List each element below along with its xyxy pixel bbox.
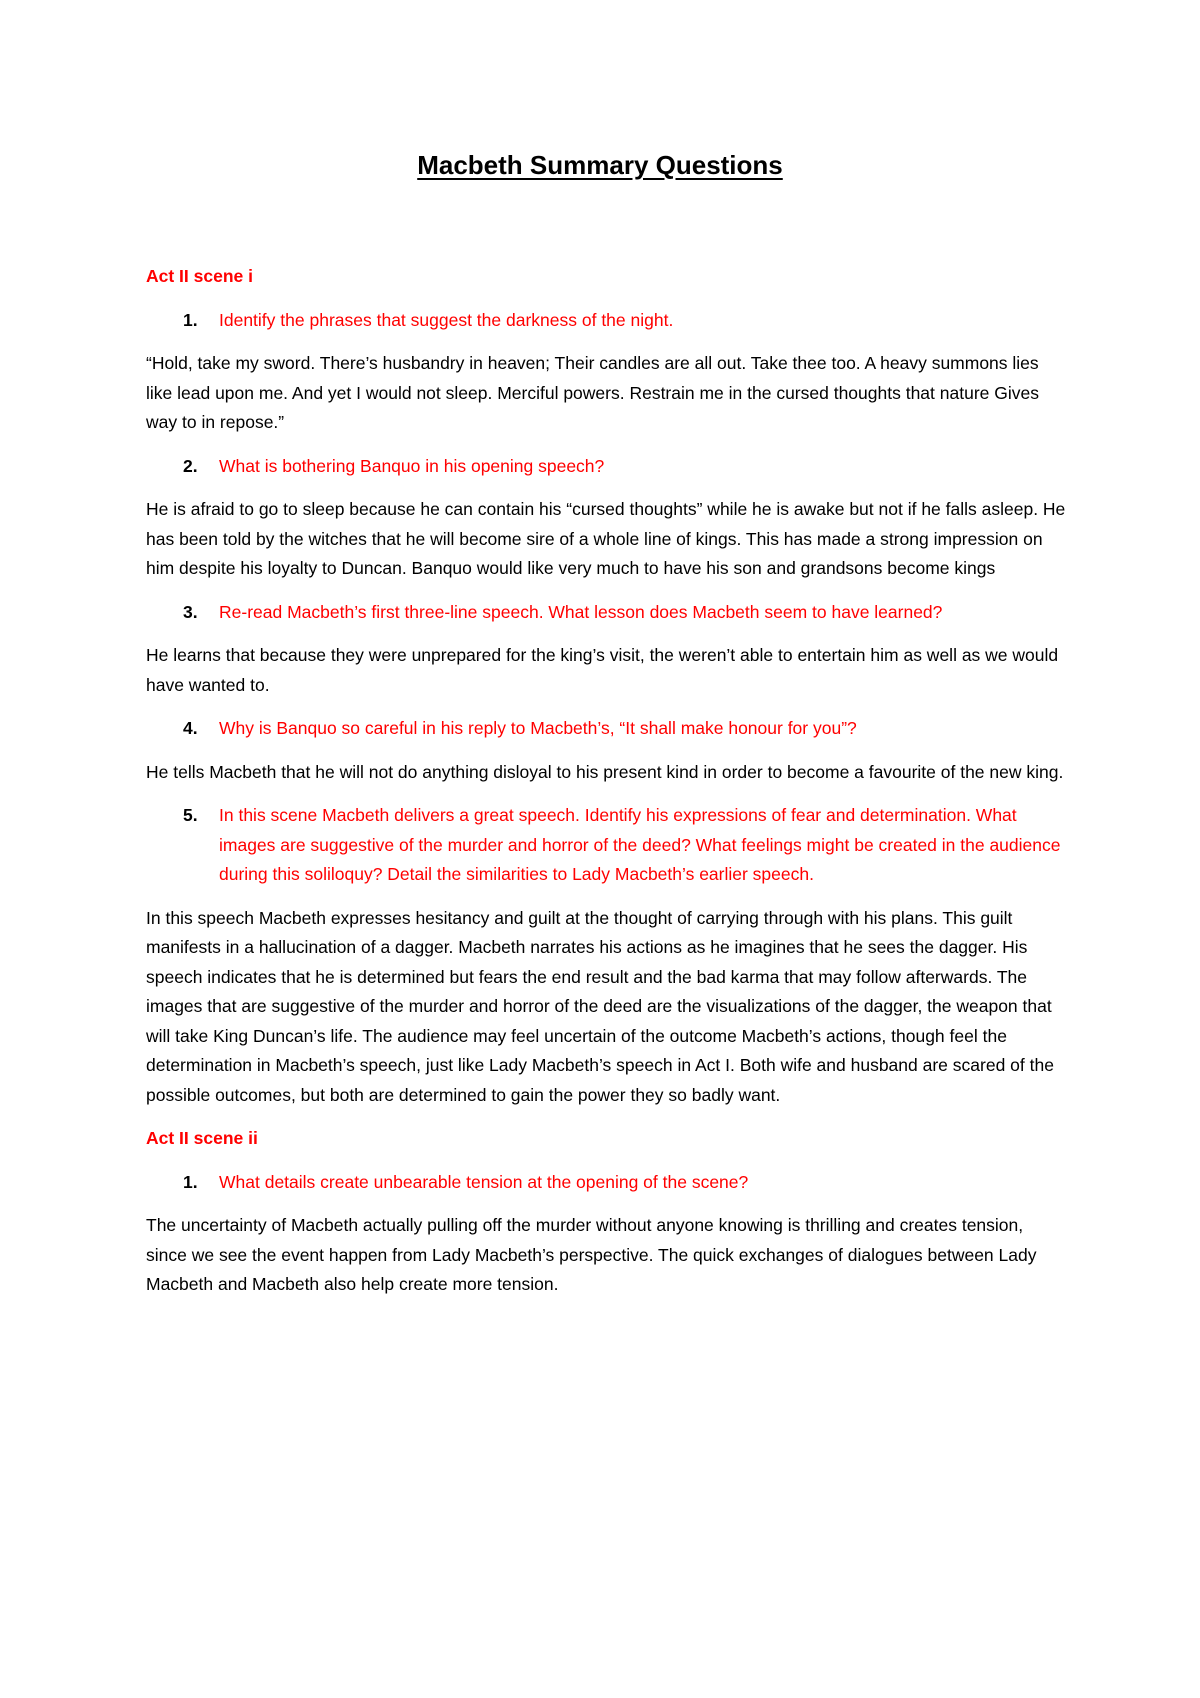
question-item: [146, 452, 1066, 482]
answer-paragraph: He is afraid to go to sleep because he can contain his “cursed thoughts” while he is awake but not if he falls asleep. He has been told by the witches that he will become sire of a whole line of kings. This has made a strong impression on him despite his loyalty to Duncan. Banquo would like very much to have his son and grandsons become kings: [146, 499, 1066, 578]
question-item: [146, 1168, 1066, 1198]
answer-paragraph: “Hold, take my sword. There’s husbandry in heaven; Their candles are all out. Take thee too. A heavy summons lies like lead upon me. And yet I would not sleep. Merciful powers. Restrain me in the cursed thoughts that nature Gives way to in repose.”: [146, 353, 1039, 432]
question-number: 2.: [183, 455, 198, 476]
question-number: 4.: [183, 718, 198, 738]
document-title: Macbeth Summary Questions: [417, 150, 783, 180]
section-heading-act2-scene1: Act II scene i: [146, 266, 253, 286]
answer-paragraph: He tells Macbeth that he will not do anything disloyal to his present kind in order to become a favourite of the new king.: [146, 761, 1064, 782]
question-number: 1.: [183, 309, 198, 330]
question-text: What details create unbearable tension at the opening of the scene?: [219, 1171, 749, 1192]
answer-paragraph: The uncertainty of Macbeth actually pulling off the murder without anyone knowing is thrilling and creates tension, since we see the event happen from Lady Macbeth’s perspective. The quick exchanges of dialogues between Lady Macbeth and Macbeth also help create more tension.: [146, 1215, 1037, 1294]
document-body: [146, 262, 1066, 1314]
question-item: [146, 306, 1066, 336]
answer-paragraph: In this speech Macbeth expresses hesitancy and guilt at the thought of carrying through with his plans. This guilt manifests in a hallucination of a dagger. Macbeth narrates his actions as he imagines that he sees the dagger. His speech indicates that he is determined but fears the end result and the bad karma that may follow afterwards. The images that are suggestive of the murder and horror of the deed are the visualizations of the dagger, the weapon that will take King Duncan’s life. The audience may feel uncertain of the outcome Macbeth’s actions, though feel the determination in Macbeth’s speech, just like Lady Macbeth’s speech in Act I. Both wife and husband are scared of the possible outcomes, but both are determined to gain the power they so badly want.: [146, 907, 1054, 1105]
question-text: In this scene Macbeth delivers a great speech. Identify his expressions of fear and determination. What images are suggestive of the murder and horror of the deed? What feelings might be created in the audience during this soliloquy? Detail the similarities to Lady Macbeth’s earlier speech.: [219, 805, 1061, 884]
question-item: [146, 801, 1066, 890]
question-item: [146, 598, 1066, 628]
question-text: What is bothering Banquo in his opening speech?: [219, 455, 605, 476]
question-item: [146, 714, 1066, 744]
answer-paragraph: He learns that because they were unprepared for the king’s visit, the weren’t able to entertain him as well as we would have wanted to.: [146, 645, 1059, 695]
question-number: 1.: [183, 1171, 198, 1192]
question-text: Identify the phrases that suggest the darkness of the night.: [219, 309, 674, 330]
section-heading-act2-scene2: Act II scene ii: [146, 1128, 258, 1148]
question-text: Re-read Macbeth’s first three-line speech. What lesson does Macbeth seem to have learned?: [219, 601, 943, 622]
question-text: Why is Banquo so careful in his reply to Macbeth’s, “It shall make honour for you”?: [219, 718, 857, 738]
question-number: 5.: [183, 805, 198, 825]
question-number: 3.: [183, 601, 198, 622]
